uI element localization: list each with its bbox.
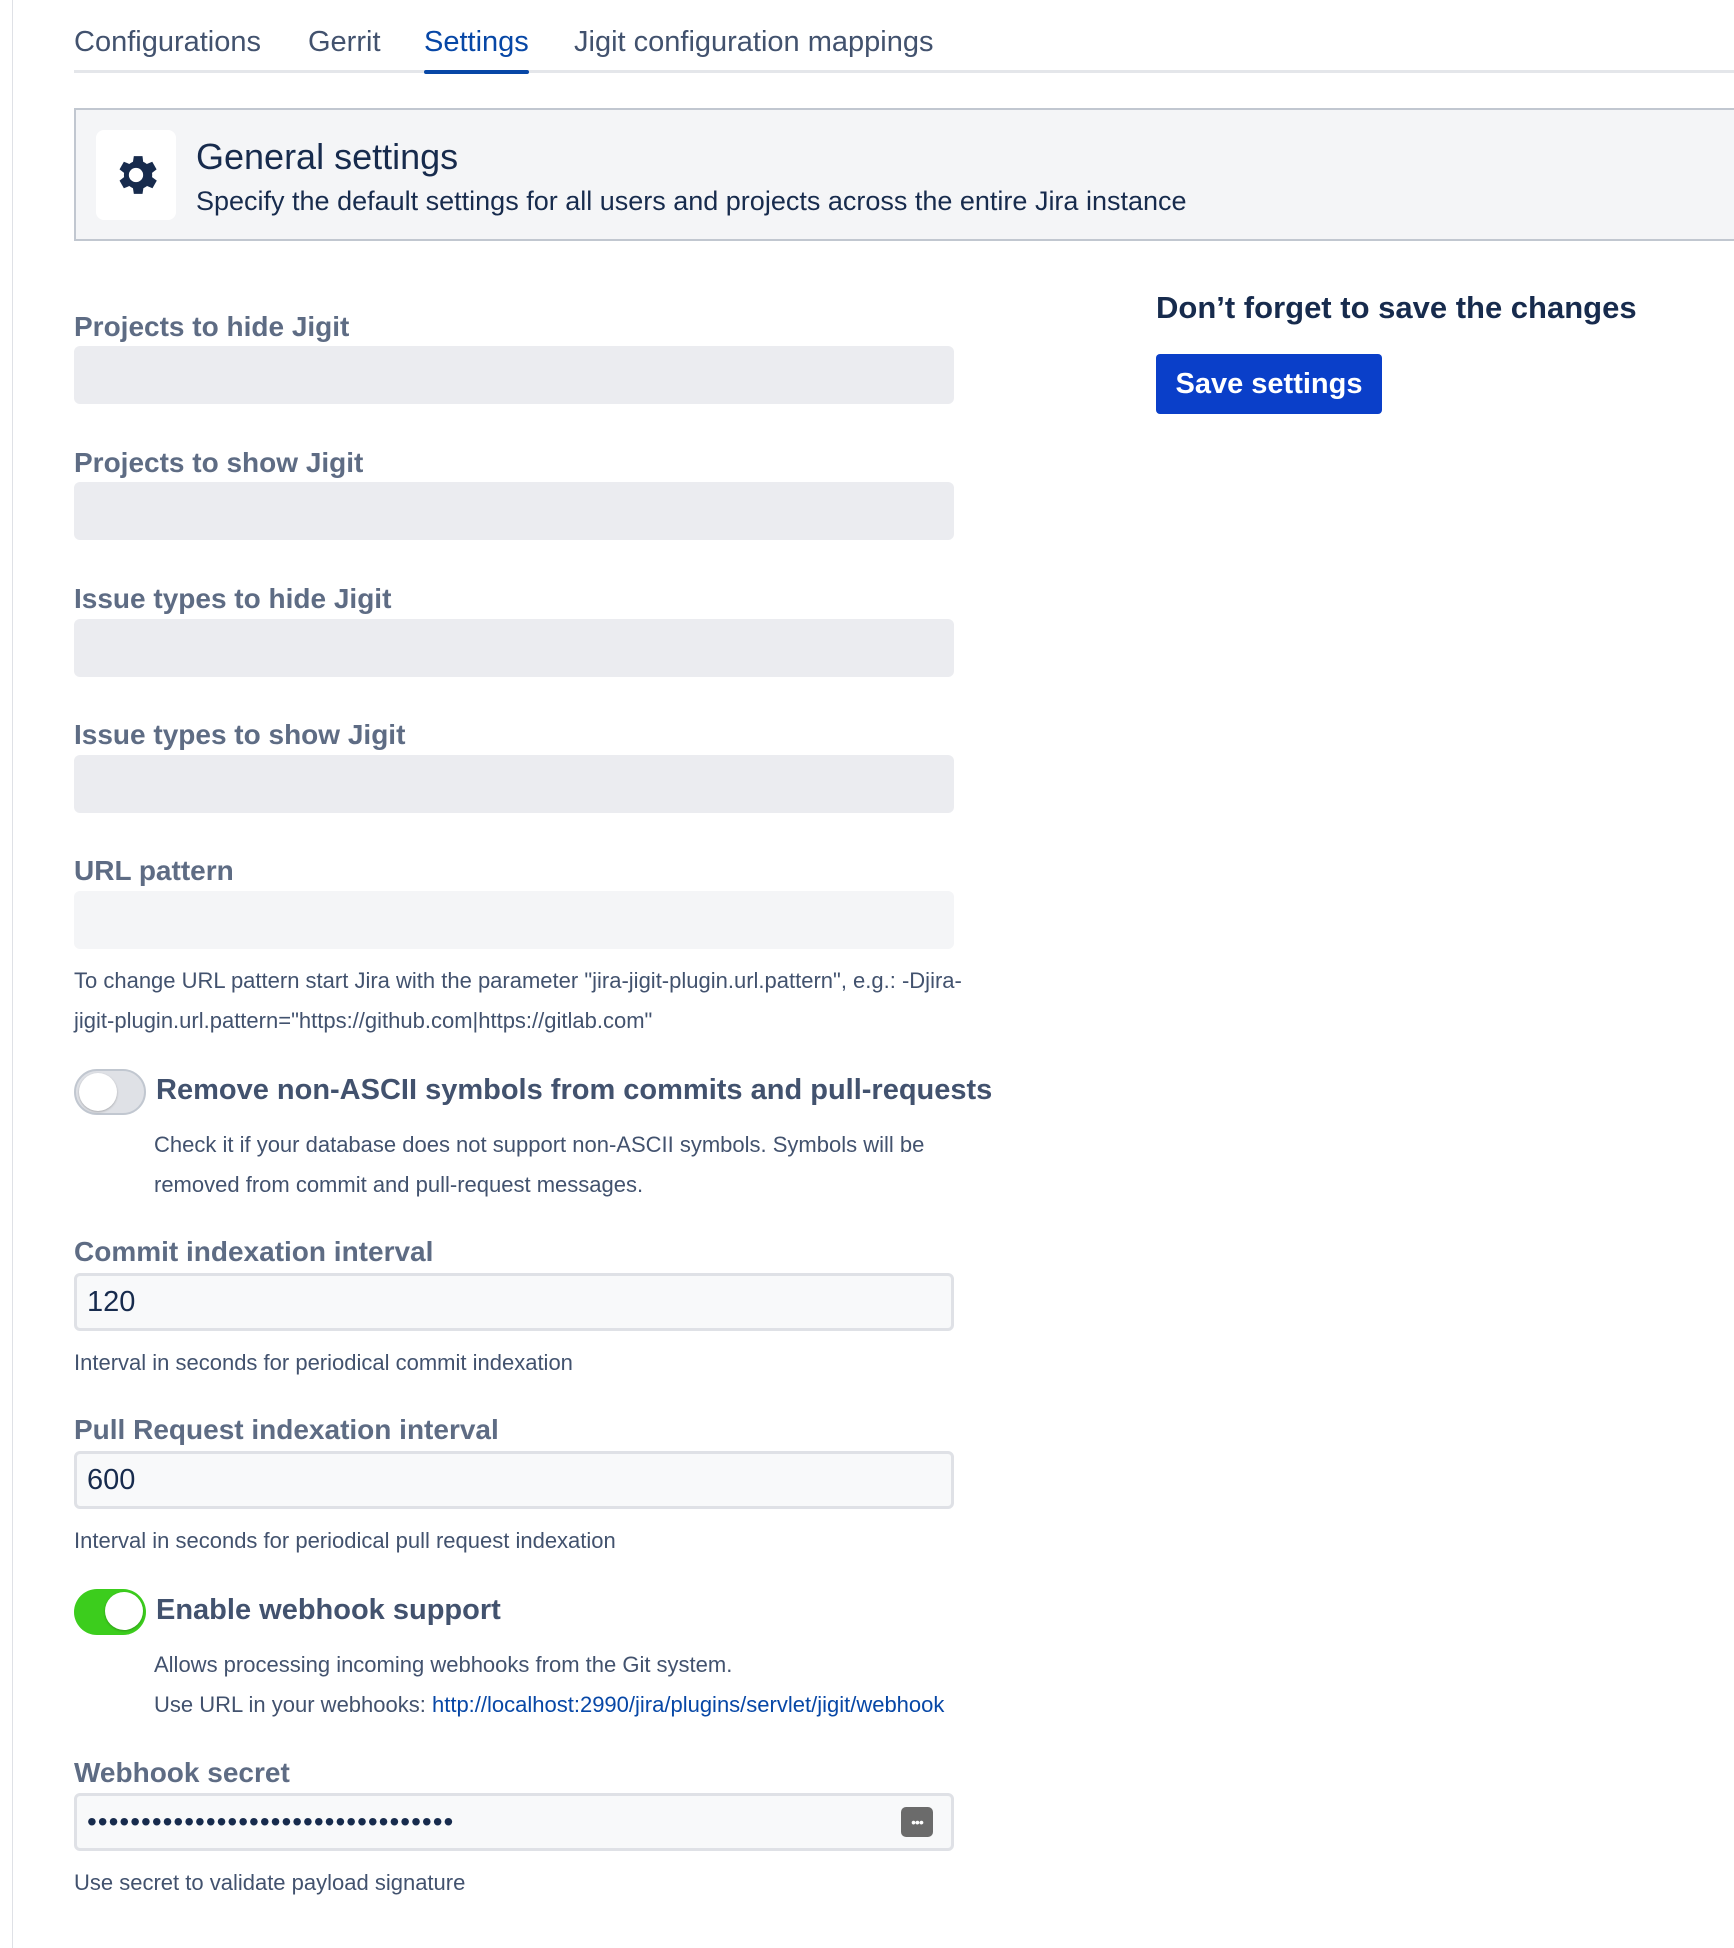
password-dots-icon[interactable]: ••• [901, 1807, 933, 1837]
tab-bar [74, 20, 1734, 74]
webhook-url-link[interactable]: http://localhost:2990/jira/plugins/servlet/jigit/webhook [431, 1692, 945, 1717]
save-settings-button[interactable]: Save settings [1156, 354, 1382, 414]
page-left-border [12, 0, 13, 1948]
page-description: Specify the default settings for all users and projects across the entire Jira instance [196, 186, 1187, 216]
pr-interval-help: Interval in seconds for periodical pull request indexation [74, 1528, 616, 1553]
url-pattern-input[interactable] [74, 891, 954, 949]
projects-hide-label: Projects to hide Jigit [74, 311, 350, 342]
remove-non-ascii-label: Remove non-ASCII symbols from commits and pull-requests [156, 1074, 993, 1106]
remove-non-ascii-help-line2: removed from commit and pull-request messages. [154, 1172, 644, 1197]
enable-webhook-toggle[interactable] [74, 1589, 146, 1635]
projects-hide-input[interactable] [74, 346, 954, 404]
projects-show-input[interactable] [74, 482, 954, 540]
commit-interval-label: Commit indexation interval [74, 1236, 434, 1267]
pr-interval-input[interactable]: 600 [74, 1451, 954, 1509]
remove-non-ascii-toggle[interactable] [74, 1069, 146, 1115]
issue-types-hide-input[interactable] [74, 619, 954, 677]
tab-settings[interactable]: Settings [424, 26, 529, 58]
tab-gerrit[interactable]: Gerrit [308, 26, 381, 58]
toggle-knob [79, 1073, 117, 1111]
general-settings-banner [74, 108, 1734, 241]
url-pattern-help-line2: jigit-plugin.url.pattern="https://github.com|https://gitlab.com" [74, 1008, 653, 1033]
page-title: General settings [196, 136, 459, 177]
remove-non-ascii-help [154, 1125, 1054, 1205]
webhook-secret-input[interactable] [74, 1793, 954, 1851]
url-pattern-help-line1: To change URL pattern start Jira with the parameter "jira-jigit-plugin.url.pattern", e.g.: -Djira- [74, 968, 962, 993]
webhook-url-line [154, 1685, 1154, 1725]
remove-non-ascii-help-line1: Check it if your database does not support non-ASCII symbols. Symbols will be [154, 1132, 925, 1157]
save-reminder-heading: Don’t forget to save the changes [1156, 290, 1637, 325]
tab-configurations[interactable]: Configurations [74, 26, 261, 58]
tab-jigit-configuration-mappings[interactable]: Jigit configuration mappings [574, 26, 934, 58]
enable-webhook-label: Enable webhook support [156, 1594, 501, 1626]
webhook-help-line1: Allows processing incoming webhooks from the Git system. [154, 1652, 733, 1677]
url-pattern-help [74, 961, 1074, 1041]
webhook-secret-value: •••••••••••••••••••••••••••••••••• [87, 1806, 455, 1837]
issue-types-hide-label: Issue types to hide Jigit [74, 583, 392, 614]
commit-interval-help: Interval in seconds for periodical commit indexation [74, 1350, 573, 1375]
projects-show-label: Projects to show Jigit [74, 447, 364, 478]
issue-types-show-label: Issue types to show Jigit [74, 719, 406, 750]
webhook-secret-label: Webhook secret [74, 1757, 290, 1788]
issue-types-show-input[interactable] [74, 755, 954, 813]
webhook-url-prefix: Use URL in your webhooks: [154, 1692, 432, 1717]
pr-interval-label: Pull Request indexation interval [74, 1414, 499, 1445]
webhook-secret-help: Use secret to validate payload signature [74, 1870, 466, 1895]
webhook-help [154, 1645, 1154, 1725]
commit-interval-input[interactable]: 120 [74, 1273, 954, 1331]
url-pattern-label: URL pattern [74, 855, 234, 886]
toggle-knob [105, 1592, 143, 1630]
gear-icon [96, 130, 176, 220]
